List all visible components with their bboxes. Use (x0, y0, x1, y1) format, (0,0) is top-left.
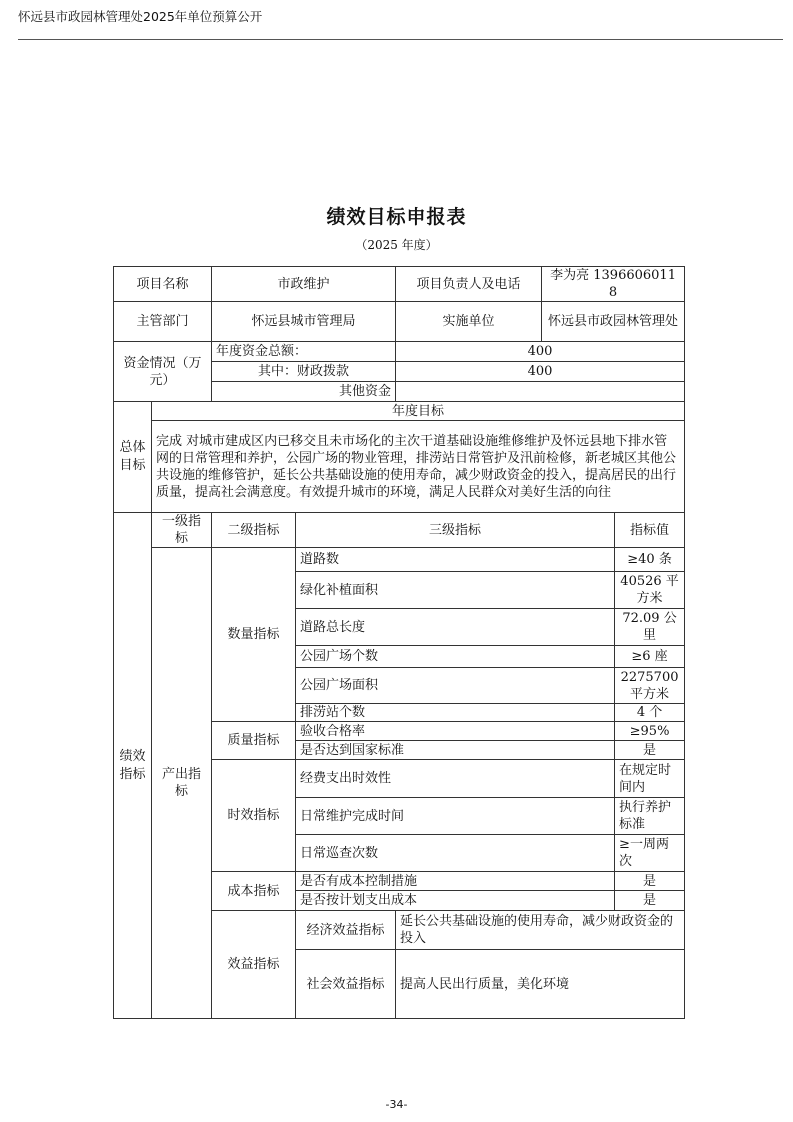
indicator-value: 40526 平方米 (615, 572, 685, 609)
page-number: -34- (385, 1098, 408, 1111)
indicator-name: 公园广场个数 (296, 646, 615, 668)
indicator-name: 是否达到国家标准 (296, 741, 615, 760)
economic-label: 经济效益指标 (296, 911, 396, 950)
table-row (114, 513, 685, 548)
indicator-value: 2275700 平方米 (615, 668, 685, 704)
indicator-name: 提高人民出行质量，美化环境 (396, 950, 685, 1019)
indicator-value: 执行养护标准 (615, 798, 685, 835)
perf-indicators-label: 绩效指标 (114, 513, 152, 1019)
document-subtitle: （2025 年度） (355, 238, 438, 252)
indicator-value: ≥6 座 (615, 646, 685, 668)
document-title: 绩效目标申报表 (326, 206, 467, 228)
indicator-value: 72.09 公里 (615, 609, 685, 646)
annual-total-value: 400 (396, 342, 685, 362)
project-name-label: 项目名称 (114, 267, 212, 302)
responsible-label: 项目负责人及电话 (396, 267, 542, 302)
indicator-name: 经费支出时效性 (296, 760, 615, 798)
indicator-name: 延长公共基础设施的使用寿命，减少财政资金的投入 (396, 911, 685, 950)
annual-goal-label: 年度目标 (152, 402, 685, 421)
indicator-name: 验收合格率 (296, 722, 615, 741)
indicator-value: 4 个 (615, 704, 685, 722)
impl-value: 怀远县市政园林管理处 (542, 302, 685, 342)
indicator-name: 是否按计划支出成本 (296, 891, 615, 911)
indicator-value: 是 (615, 891, 685, 911)
output-label: 产出指标 (152, 548, 212, 1019)
indicator-value: 是 (615, 741, 685, 760)
performance-goal-table (113, 266, 685, 1019)
indicator-name: 是否有成本控制措施 (296, 872, 615, 891)
indicator-name: 日常维护完成时间 (296, 798, 615, 835)
cost-label: 成本指标 (212, 872, 296, 911)
annual-goal-text: 完成 对城市建成区内已移交且未市场化的主次干道基础设施维修维护及怀远县地下排水管网的日常管理和养护，公园广场的物业管理，排涝站日常管护及汛前检修，新老城区其他公共设施的维修管护，延长公共基础设施的使用寿命，减少财政资金的投入，提高居民的出行质量，提高社会满意度。有效提升城市的环境，满足人民群众对美好生活的向往 (152, 421, 685, 513)
indicator-name: 道路总长度 (296, 609, 615, 646)
indicator-name: 日常巡查次数 (296, 835, 615, 872)
col-value-header: 指标值 (615, 513, 685, 548)
indicator-name: 道路数 (296, 548, 615, 572)
indicator-name: 排涝站个数 (296, 704, 615, 722)
social-label: 社会效益指标 (296, 950, 396, 1019)
fiscal-value: 400 (396, 362, 685, 382)
table-row (114, 342, 685, 362)
other-label: 其他资金 (212, 382, 396, 402)
indicator-name: 公园广场面积 (296, 668, 615, 704)
table-row (114, 267, 685, 302)
project-name-value: 市政维护 (212, 267, 396, 302)
indicator-value: ≥一周两次 (615, 835, 685, 872)
table-row (114, 548, 685, 572)
header-rule (18, 39, 783, 40)
fiscal-label: 其中：财政拨款 (212, 362, 396, 382)
indicator-value: ≥40 条 (615, 548, 685, 572)
col-level1-header: 一级指标 (152, 513, 212, 548)
indicator-name: 绿化补植面积 (296, 572, 615, 609)
dept-label: 主管部门 (114, 302, 212, 342)
col-level2-header: 二级指标 (212, 513, 296, 548)
indicator-value: ≥95% (615, 722, 685, 741)
quantity-label: 数量指标 (212, 548, 296, 722)
indicator-value: 在规定时间内 (615, 760, 685, 798)
dept-value: 怀远县城市管理局 (212, 302, 396, 342)
other-value (396, 382, 685, 402)
table-row (114, 402, 685, 421)
responsible-value: 李为亮 13966060118 (542, 267, 685, 302)
impl-label: 实施单位 (396, 302, 542, 342)
benefit-label: 效益指标 (212, 911, 296, 1019)
timeliness-label: 时效指标 (212, 760, 296, 872)
indicator-value: 是 (615, 872, 685, 891)
col-level3-header: 三级指标 (296, 513, 615, 548)
funds-label: 资金情况（万元） (114, 342, 212, 402)
overall-goal-label: 总体目标 (114, 402, 152, 513)
running-header: 怀远县市政园林管理处2025年单位预算公开 (18, 9, 263, 24)
quality-label: 质量指标 (212, 722, 296, 760)
table-row (114, 302, 685, 342)
annual-total-label: 年度资金总额： (212, 342, 396, 362)
table-row (114, 421, 685, 513)
